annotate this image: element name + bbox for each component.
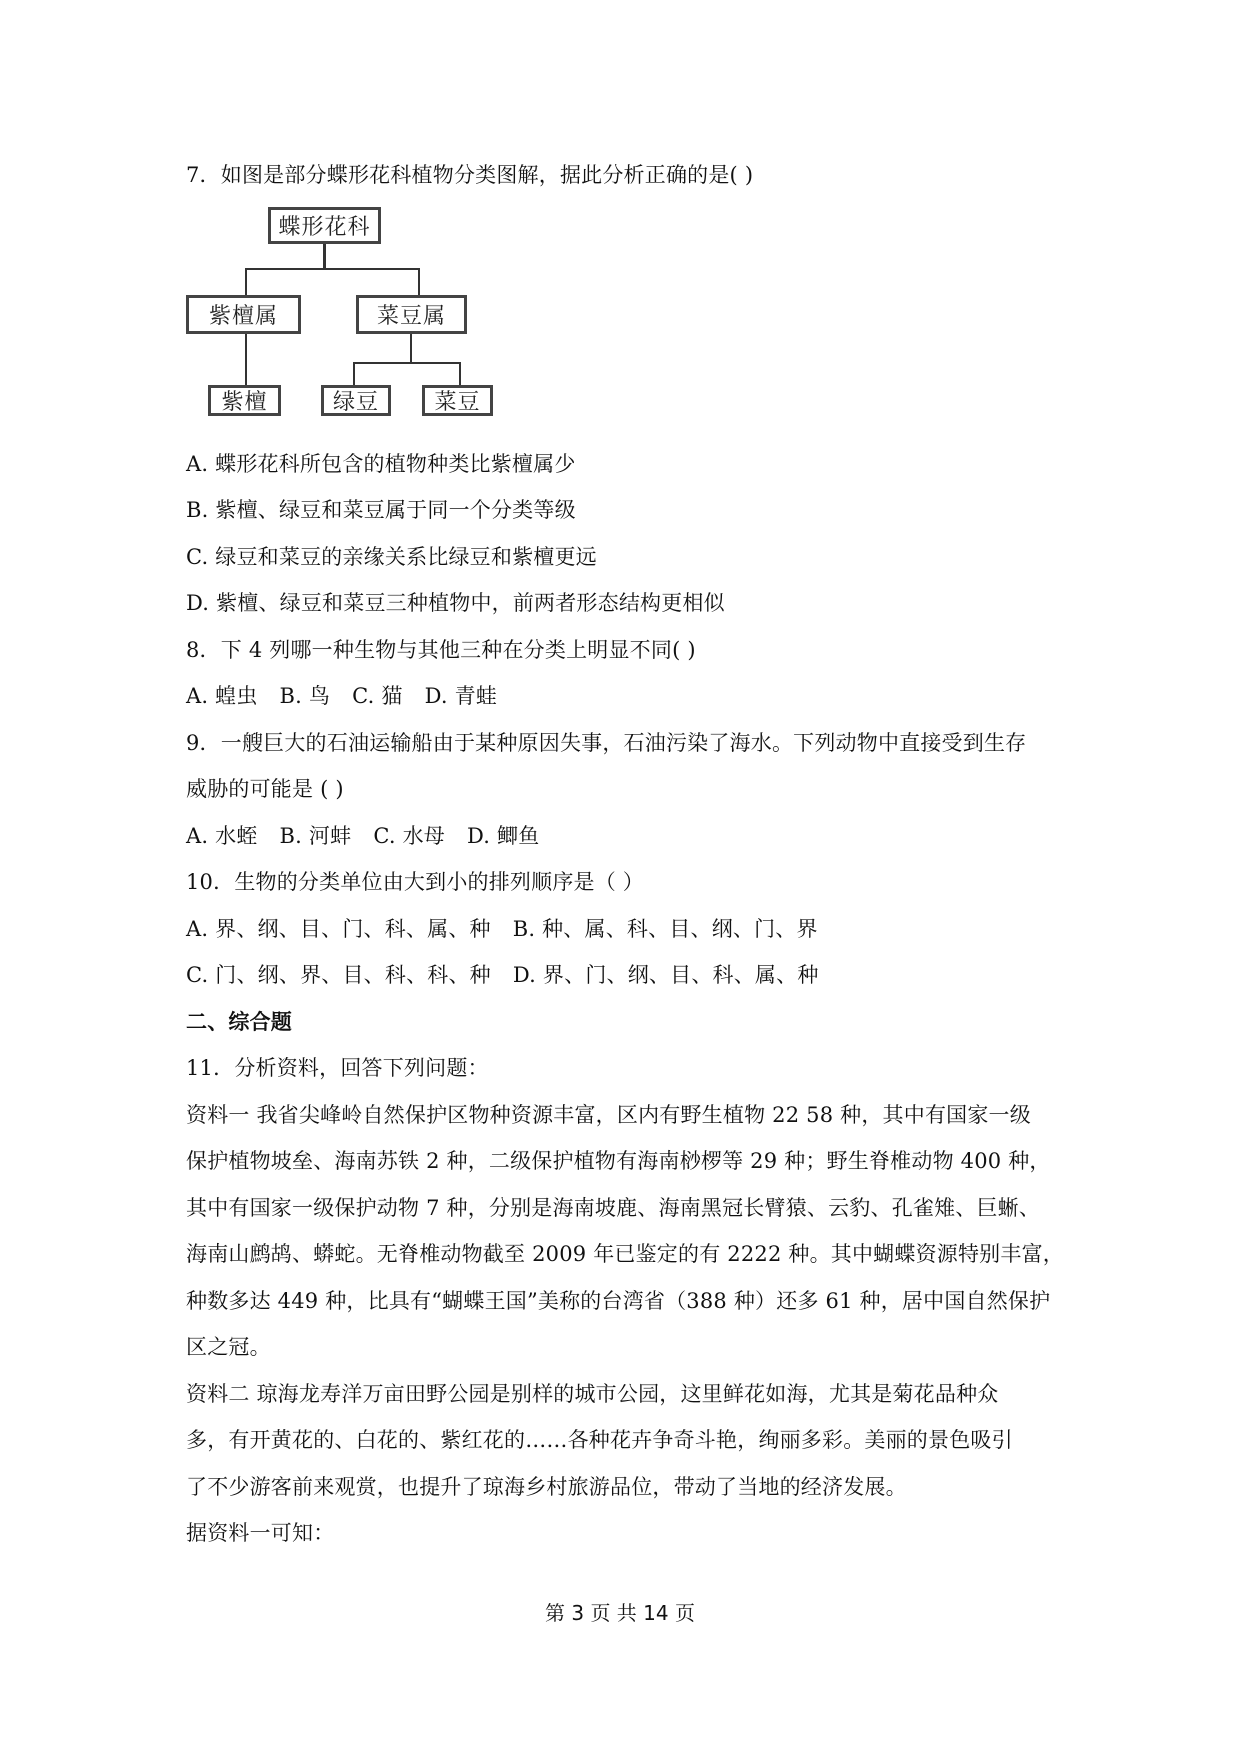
diagram-connector bbox=[245, 334, 247, 386]
question-9-options bbox=[186, 822, 539, 850]
material-1-line: 保护植物坡垒、海南苏铁 2 种，二级保护植物有海南桫椤等 29 种；野生脊椎动物 400 种， bbox=[186, 1149, 1051, 1173]
question-10-options-row2 bbox=[186, 961, 819, 989]
question-7-option-d: D. 紫檀、绿豆和菜豆三种植物中，前两者形态结构更相似 bbox=[186, 591, 725, 615]
question-9-stem-line1: 9．一艘巨大的石油运输船由于某种原因失事，石油污染了海水。下列动物中直接受到生存 bbox=[186, 731, 1027, 755]
diagram-connector bbox=[353, 362, 461, 364]
question-8-stem: 8．下 4 列哪一种生物与其他三种在分类上明显不同( ) bbox=[186, 638, 696, 662]
question-8-options bbox=[186, 682, 497, 710]
diagram-connector bbox=[245, 268, 247, 295]
question-10-option-c: C. 门、纲、界、目、科、科、种 bbox=[186, 963, 491, 987]
diagram-node-species-kidneybean: 菜豆 bbox=[422, 385, 493, 416]
question-7-option-c: C. 绿豆和菜豆的亲缘关系比绿豆和紫檀更远 bbox=[186, 545, 597, 569]
diagram-connector bbox=[323, 244, 326, 269]
question-10-option-b: B. 种、属、科、目、纲、门、界 bbox=[512, 917, 818, 941]
question-8-option-d: D. 青蛙 bbox=[424, 684, 498, 708]
diagram-node-genus-pterocarpus: 紫檀属 bbox=[186, 295, 301, 334]
question-11-prompt: 据资料一可知： bbox=[186, 1521, 335, 1545]
question-10-option-d: D. 界、门、纲、目、科、属、种 bbox=[512, 963, 819, 987]
diagram-node-genus-phaseolus: 菜豆属 bbox=[356, 295, 467, 334]
material-1-line: 资料一 我省尖峰岭自然保护区物种资源丰富，区内有野生植物 22 58 种，其中有国家一级 bbox=[186, 1103, 1031, 1127]
material-2-line: 资料二 琼海龙寿洋万亩田野公园是别样的城市公园，这里鲜花如海，尤其是菊花品种众 bbox=[186, 1382, 999, 1406]
diagram-connector bbox=[353, 362, 355, 386]
question-7-option-a: A. 蝶形花科所包含的植物种类比紫檀属少 bbox=[186, 452, 576, 476]
material-1-line: 种数多达 449 种，比具有“蝴蝶王国”美称的台湾省（388 种）还多 61 种，居中国自然保护 bbox=[186, 1289, 1051, 1313]
question-8-option-a: A. 蝗虫 bbox=[186, 684, 258, 708]
diagram-connector bbox=[410, 334, 412, 362]
question-9-option-b: B. 河蚌 bbox=[279, 824, 352, 848]
diagram-connector bbox=[245, 268, 420, 270]
page-number: 第 3 页 共 14 页 bbox=[545, 1601, 695, 1625]
question-9-option-d: D. 鲫鱼 bbox=[467, 824, 540, 848]
diagram-node-family: 蝶形花科 bbox=[268, 207, 381, 244]
question-7-option-b: B. 紫檀、绿豆和菜豆属于同一个分类等级 bbox=[186, 498, 576, 522]
classification-diagram bbox=[186, 200, 506, 425]
question-11-stem: 11．分析资料，回答下列问题： bbox=[186, 1056, 489, 1080]
question-10-options-row1 bbox=[186, 915, 818, 943]
question-10-stem: 10．生物的分类单位由大到小的排列顺序是（ ） bbox=[186, 870, 644, 894]
question-8-option-c: C. 猫 bbox=[352, 684, 403, 708]
material-1-line: 区之冠。 bbox=[186, 1335, 271, 1359]
diagram-node-species-mungbean: 绿豆 bbox=[321, 385, 391, 416]
section-heading: 二、综合题 bbox=[186, 1010, 292, 1034]
material-2-line: 多，有开黄花的、白花的、紫红花的……各种花卉争奇斗艳，绚丽多彩。美丽的景色吸引 bbox=[186, 1428, 1013, 1452]
question-9-stem-line2: 威胁的可能是 ( ) bbox=[186, 777, 344, 801]
material-2-line: 了不少游客前来观赏，也提升了琼海乡村旅游品位，带动了当地的经济发展。 bbox=[186, 1475, 907, 1499]
question-9-option-a: A. 水蛭 bbox=[186, 824, 258, 848]
question-9-option-c: C. 水母 bbox=[373, 824, 445, 848]
diagram-connector bbox=[418, 268, 420, 295]
question-7-stem: 7．如图是部分蝶形花科植物分类图解，据此分析正确的是( ) bbox=[186, 163, 754, 187]
question-10-option-a: A. 界、纲、目、门、科、属、种 bbox=[186, 917, 491, 941]
diagram-node-species-pterocarpus: 紫檀 bbox=[208, 385, 281, 416]
question-8-option-b: B. 鸟 bbox=[279, 684, 331, 708]
material-1-line: 海南山鹧鸪、蟒蛇。无脊椎动物截至 2009 年已鉴定的有 2222 种。其中蝴蝶资源特别丰富， bbox=[186, 1242, 1064, 1266]
material-1-line: 其中有国家一级保护动物 7 种，分别是海南坡鹿、海南黑冠长臂猿、云豹、孔雀雉、巨蜥、 bbox=[186, 1196, 1041, 1220]
diagram-connector bbox=[459, 362, 461, 386]
